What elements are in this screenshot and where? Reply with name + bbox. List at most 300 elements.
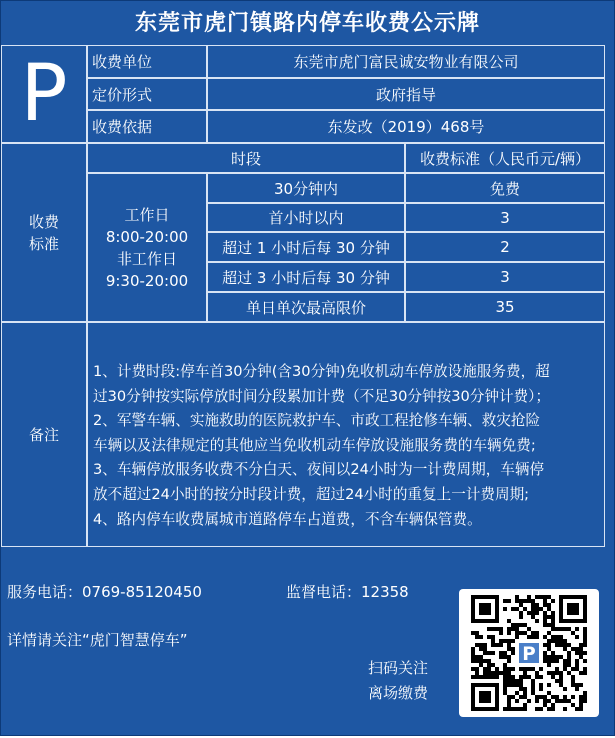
qr-module xyxy=(507,599,511,603)
qr-module xyxy=(555,671,559,675)
qr-module xyxy=(567,655,571,659)
fee-row-period: 首小时以内 xyxy=(207,203,405,232)
qr-module xyxy=(519,667,523,671)
qr-module xyxy=(499,655,503,659)
pricing-label: 定价形式 xyxy=(87,78,207,110)
qr-module xyxy=(523,675,527,679)
qr-code-icon[interactable] xyxy=(459,589,599,717)
qr-module xyxy=(571,703,575,707)
qr-code-graphic xyxy=(470,595,588,711)
qr-module xyxy=(567,663,571,667)
qr-module xyxy=(503,667,507,671)
qr-module xyxy=(475,671,479,675)
fee-row-period: 超过 1 小时后每 30 分钟 xyxy=(207,232,405,262)
qr-module xyxy=(515,683,519,687)
qr-module xyxy=(543,599,547,603)
qr-module xyxy=(579,695,583,699)
qr-module xyxy=(559,679,563,683)
qr-module xyxy=(559,655,563,659)
qr-module xyxy=(523,631,527,635)
qr-module xyxy=(551,651,555,655)
qr-module xyxy=(563,643,567,647)
fee-row-period: 30分钟内 xyxy=(207,173,405,203)
qr-module xyxy=(555,635,559,639)
qr-module xyxy=(583,695,587,699)
qr-module xyxy=(535,611,539,615)
qr-module xyxy=(507,643,511,647)
qr-module xyxy=(551,707,555,711)
qr-module xyxy=(579,707,583,711)
qr-module xyxy=(527,635,531,639)
qr-module xyxy=(531,683,535,687)
qr-module xyxy=(503,663,507,667)
qr-module xyxy=(539,695,543,699)
qr-module xyxy=(547,655,551,659)
qr-module xyxy=(483,667,487,671)
qr-module xyxy=(547,691,551,695)
qr-module xyxy=(507,619,511,623)
note-line: 放不超过24小时的按分时段计费，超过24小时的重复上一计费周期; xyxy=(93,485,530,503)
qr-module xyxy=(511,675,515,679)
qr-finder xyxy=(567,603,579,615)
qr-module xyxy=(579,699,583,703)
qr-module xyxy=(551,703,555,707)
qr-module xyxy=(555,639,559,643)
qr-module xyxy=(579,647,583,651)
period-header: 时段 xyxy=(87,143,405,173)
note-line: 2、军警车辆、实施救助的医院救护车、市政工程抢修车辆、救灾抢险 xyxy=(93,412,541,430)
qr-module xyxy=(571,683,575,687)
qr-module xyxy=(551,615,555,619)
qr-module xyxy=(551,695,555,699)
qr-module xyxy=(499,671,503,675)
qr-module xyxy=(547,707,551,711)
qr-module xyxy=(499,627,503,631)
qr-module xyxy=(555,667,559,671)
qr-logo-letter: P xyxy=(522,643,536,665)
qr-module xyxy=(511,647,515,651)
qr-module xyxy=(495,627,499,631)
qr-module xyxy=(547,671,551,675)
qr-module xyxy=(551,675,555,679)
qr-module xyxy=(551,659,555,663)
qr-module xyxy=(495,675,499,679)
qr-module xyxy=(547,595,551,599)
qr-module xyxy=(503,707,507,711)
fee-label-line-1: 收费 xyxy=(28,212,59,231)
qr-module xyxy=(555,699,559,703)
qr-module xyxy=(479,659,483,663)
follow-text: 详情请关注“虎门智慧停车” xyxy=(7,631,188,649)
qr-module xyxy=(543,651,547,655)
qr-module xyxy=(583,635,587,639)
qr-module xyxy=(471,651,475,655)
fee-label-line-2: 标准 xyxy=(28,234,59,253)
qr-module xyxy=(563,627,567,631)
qr-module xyxy=(575,687,579,691)
qr-module xyxy=(519,687,523,691)
qr-module xyxy=(547,631,551,635)
qr-module xyxy=(539,667,543,671)
qr-module xyxy=(487,627,491,631)
qr-module xyxy=(503,655,507,659)
qr-module xyxy=(491,675,495,679)
qr-module xyxy=(563,647,567,651)
qr-module xyxy=(571,631,575,635)
qr-module xyxy=(479,647,483,651)
qr-module xyxy=(475,635,479,639)
fee-row-price: 2 xyxy=(405,232,605,262)
qr-module xyxy=(567,627,571,631)
qr-module xyxy=(495,643,499,647)
qr-module xyxy=(579,655,583,659)
qr-module xyxy=(535,671,539,675)
qr-module xyxy=(519,623,523,627)
qr-module xyxy=(535,607,539,611)
qr-module xyxy=(503,599,507,603)
qr-module xyxy=(519,631,523,635)
qr-module xyxy=(563,659,567,663)
qr-module xyxy=(515,707,519,711)
qr-module xyxy=(527,595,531,599)
qr-module xyxy=(583,699,587,703)
qr-module xyxy=(487,671,491,675)
qr-module xyxy=(507,699,511,703)
qr-module xyxy=(527,667,531,671)
qr-module xyxy=(579,643,583,647)
qr-module xyxy=(523,599,527,603)
qr-module xyxy=(547,615,551,619)
qr-module xyxy=(539,707,543,711)
qr-module xyxy=(583,659,587,663)
qr-module xyxy=(503,679,507,683)
qr-module xyxy=(499,631,503,635)
qr-module xyxy=(551,611,555,615)
qr-module xyxy=(531,679,535,683)
qr-module xyxy=(471,655,475,659)
qr-module xyxy=(543,619,547,623)
qr-module xyxy=(535,635,539,639)
qr-module xyxy=(483,659,487,663)
qr-module xyxy=(515,623,519,627)
qr-module xyxy=(487,651,491,655)
qr-module xyxy=(531,611,535,615)
qr-module xyxy=(471,667,475,671)
qr-module xyxy=(575,659,579,663)
qr-module xyxy=(515,631,519,635)
qr-module xyxy=(559,671,563,675)
qr-module xyxy=(543,615,547,619)
qr-module xyxy=(499,639,503,643)
qr-module xyxy=(507,683,511,687)
nonworkday-label: 非工作日 xyxy=(116,249,177,268)
qr-module xyxy=(479,635,483,639)
qr-module xyxy=(487,659,491,663)
qr-module xyxy=(519,707,523,711)
qr-module xyxy=(471,675,475,679)
notes-label: 备注 xyxy=(1,322,87,547)
qr-module xyxy=(559,639,563,643)
parking-symbol: P xyxy=(20,49,68,139)
parking-icon xyxy=(1,45,87,143)
qr-module xyxy=(527,627,531,631)
note-line: 车辆以及法律规定的其他应当免收机动车停放设施服务费的车辆免费; xyxy=(93,436,536,454)
qr-module xyxy=(575,663,579,667)
fee-row-price: 免费 xyxy=(405,173,605,203)
qr-module xyxy=(503,607,507,611)
qr-module xyxy=(559,683,563,687)
qr-module xyxy=(523,667,527,671)
qr-module xyxy=(543,623,547,627)
qr-module xyxy=(507,667,511,671)
qr-module xyxy=(507,655,511,659)
qr-module xyxy=(551,619,555,623)
qr-module xyxy=(583,667,587,671)
qr-module xyxy=(539,607,543,611)
time-window xyxy=(87,173,207,322)
qr-module xyxy=(535,619,539,623)
qr-module xyxy=(575,627,579,631)
qr-module xyxy=(519,675,523,679)
qr-module xyxy=(523,671,527,675)
qr-module xyxy=(507,707,511,711)
qr-module xyxy=(571,679,575,683)
service-phone: 服务电话：0769-85120450 xyxy=(7,583,202,601)
supervise-phone: 监督电话：12358 xyxy=(286,583,409,601)
qr-module xyxy=(531,599,535,603)
qr-module xyxy=(519,611,523,615)
qr-module xyxy=(475,659,479,663)
note-line: 3、车辆停放服务收费不分白天、夜间以24小时为一计费周期，车辆停 xyxy=(93,461,545,479)
notes-text xyxy=(87,322,605,547)
qr-module xyxy=(515,607,519,611)
qr-module xyxy=(543,603,547,607)
fee-row-price: 3 xyxy=(405,262,605,292)
qr-module xyxy=(547,683,551,687)
qr-module xyxy=(491,627,495,631)
qr-module xyxy=(475,631,479,635)
qr-module xyxy=(523,623,527,627)
qr-module xyxy=(523,607,527,611)
qr-module xyxy=(575,651,579,655)
qr-module xyxy=(535,699,539,703)
qr-module xyxy=(519,683,523,687)
qr-module xyxy=(487,635,491,639)
qr-module xyxy=(471,631,475,635)
qr-module xyxy=(571,667,575,671)
qr-module xyxy=(475,667,479,671)
qr-module xyxy=(531,631,535,635)
qr-module xyxy=(475,675,479,679)
qr-module xyxy=(583,651,587,655)
qr-module xyxy=(507,675,511,679)
qr-module xyxy=(495,671,499,675)
qr-module xyxy=(475,643,479,647)
qr-module xyxy=(507,695,511,699)
qr-module xyxy=(547,623,551,627)
qr-module xyxy=(491,671,495,675)
qr-module xyxy=(551,655,555,659)
qr-module xyxy=(551,635,555,639)
qr-module xyxy=(543,635,547,639)
qr-module xyxy=(483,647,487,651)
qr-module xyxy=(571,695,575,699)
qr-module xyxy=(471,659,475,663)
qr-module xyxy=(491,639,495,643)
qr-module xyxy=(543,595,547,599)
qr-module xyxy=(507,659,511,663)
qr-module xyxy=(507,631,511,635)
qr-module xyxy=(567,659,571,663)
qr-module xyxy=(531,607,535,611)
qr-module xyxy=(543,643,547,647)
qr-module xyxy=(479,655,483,659)
qr-module xyxy=(583,627,587,631)
note-line: 4、路内停车收费属城市道路停车占道费，不含车辆保管费。 xyxy=(93,510,482,528)
qr-module xyxy=(511,695,515,699)
workday-time: 8:00-20:00 xyxy=(105,227,189,246)
qr-module xyxy=(523,707,527,711)
qr-module xyxy=(519,695,523,699)
qr-module xyxy=(551,623,555,627)
note-line: 1、计费时段:停车首30分钟(含30分钟)免收机动车停放设施服务费，超 xyxy=(93,363,550,380)
qr-module xyxy=(547,643,551,647)
qr-module xyxy=(555,655,559,659)
qr-module xyxy=(487,667,491,671)
qr-module xyxy=(527,675,531,679)
note-line: 过30分钟按实际停放时间分段累加计费（不足30分钟按30分钟计费）； xyxy=(93,387,551,405)
qr-module xyxy=(539,687,543,691)
board-title: 东莞市虎门镇路内停车收费公示牌 xyxy=(134,11,480,36)
qr-module xyxy=(535,603,539,607)
qr-module xyxy=(523,687,527,691)
qr-module xyxy=(575,647,579,651)
qr-module xyxy=(559,699,563,703)
qr-module xyxy=(563,707,567,711)
qr-module xyxy=(563,667,567,671)
qr-module xyxy=(491,643,495,647)
qr-module xyxy=(499,643,503,647)
qr-module xyxy=(539,595,543,599)
qr-module xyxy=(475,655,479,659)
qr-module xyxy=(559,627,563,631)
qr-module xyxy=(535,695,539,699)
qr-module xyxy=(519,599,523,603)
qr-module xyxy=(503,691,507,695)
qr-module xyxy=(559,643,563,647)
qr-module xyxy=(519,615,523,619)
unit-value: 东莞市虎门富民诚安物业有限公司 xyxy=(207,45,605,78)
qr-module xyxy=(575,635,579,639)
qr-module xyxy=(559,675,563,679)
qr-module xyxy=(547,647,551,651)
qr-module xyxy=(479,643,483,647)
qr-module xyxy=(511,651,515,655)
scan-line-2: 离场缴费 xyxy=(368,684,429,702)
qr-module xyxy=(535,595,539,599)
qr-module xyxy=(507,639,511,643)
qr-module xyxy=(511,667,515,671)
qr-module xyxy=(579,703,583,707)
qr-module xyxy=(539,683,543,687)
qr-module xyxy=(547,699,551,703)
qr-module xyxy=(543,699,547,703)
qr-module xyxy=(503,675,507,679)
qr-module xyxy=(563,663,567,667)
basis-label: 收费依据 xyxy=(87,110,207,143)
fee-row-period: 超过 3 小时后每 30 分钟 xyxy=(207,262,405,292)
qr-module xyxy=(527,611,531,615)
qr-module xyxy=(531,691,535,695)
qr-module xyxy=(511,607,515,611)
qr-module xyxy=(567,671,571,675)
qr-module xyxy=(523,691,527,695)
qr-module xyxy=(515,635,519,639)
qr-module xyxy=(543,695,547,699)
qr-module xyxy=(491,663,495,667)
max-price-value: 35 xyxy=(405,292,605,322)
fee-row-price: 3 xyxy=(405,203,605,232)
qr-module xyxy=(479,675,483,679)
qr-module xyxy=(511,683,515,687)
qr-module xyxy=(551,599,555,603)
qr-module xyxy=(483,643,487,647)
qr-module xyxy=(479,663,483,667)
qr-module xyxy=(555,659,559,663)
max-price-label: 单日单次最高限价 xyxy=(207,292,405,322)
qr-module xyxy=(535,675,539,679)
qr-module xyxy=(511,679,515,683)
pricing-value: 政府指导 xyxy=(207,78,605,110)
qr-module xyxy=(511,623,515,627)
qr-module xyxy=(535,707,539,711)
qr-module xyxy=(567,699,571,703)
qr-module xyxy=(503,651,507,655)
workday-label: 工作日 xyxy=(124,205,170,224)
qr-module xyxy=(555,695,559,699)
qr-module xyxy=(583,631,587,635)
qr-module xyxy=(507,647,511,651)
qr-module xyxy=(515,699,519,703)
nonworkday-time: 9:30-20:00 xyxy=(105,271,189,290)
qr-module xyxy=(511,639,515,643)
qr-module xyxy=(531,615,535,619)
qr-module xyxy=(503,683,507,687)
qr-module xyxy=(523,703,527,707)
qr-module xyxy=(527,599,531,603)
qr-module xyxy=(515,679,519,683)
basis-value: 东发改（2019）468号 xyxy=(207,110,605,143)
qr-module xyxy=(519,679,523,683)
qr-module xyxy=(531,635,535,639)
qr-module xyxy=(543,611,547,615)
qr-module xyxy=(575,707,579,711)
qr-module xyxy=(551,671,555,675)
qr-module xyxy=(575,683,579,687)
qr-module xyxy=(571,675,575,679)
qr-module xyxy=(579,683,583,687)
qr-module xyxy=(503,687,507,691)
qr-module xyxy=(499,651,503,655)
qr-module xyxy=(551,639,555,643)
qr-module xyxy=(547,659,551,663)
qr-module xyxy=(531,603,535,607)
qr-module xyxy=(495,667,499,671)
qr-module xyxy=(515,595,519,599)
qr-module xyxy=(571,647,575,651)
qr-module xyxy=(583,639,587,643)
qr-module xyxy=(487,675,491,679)
